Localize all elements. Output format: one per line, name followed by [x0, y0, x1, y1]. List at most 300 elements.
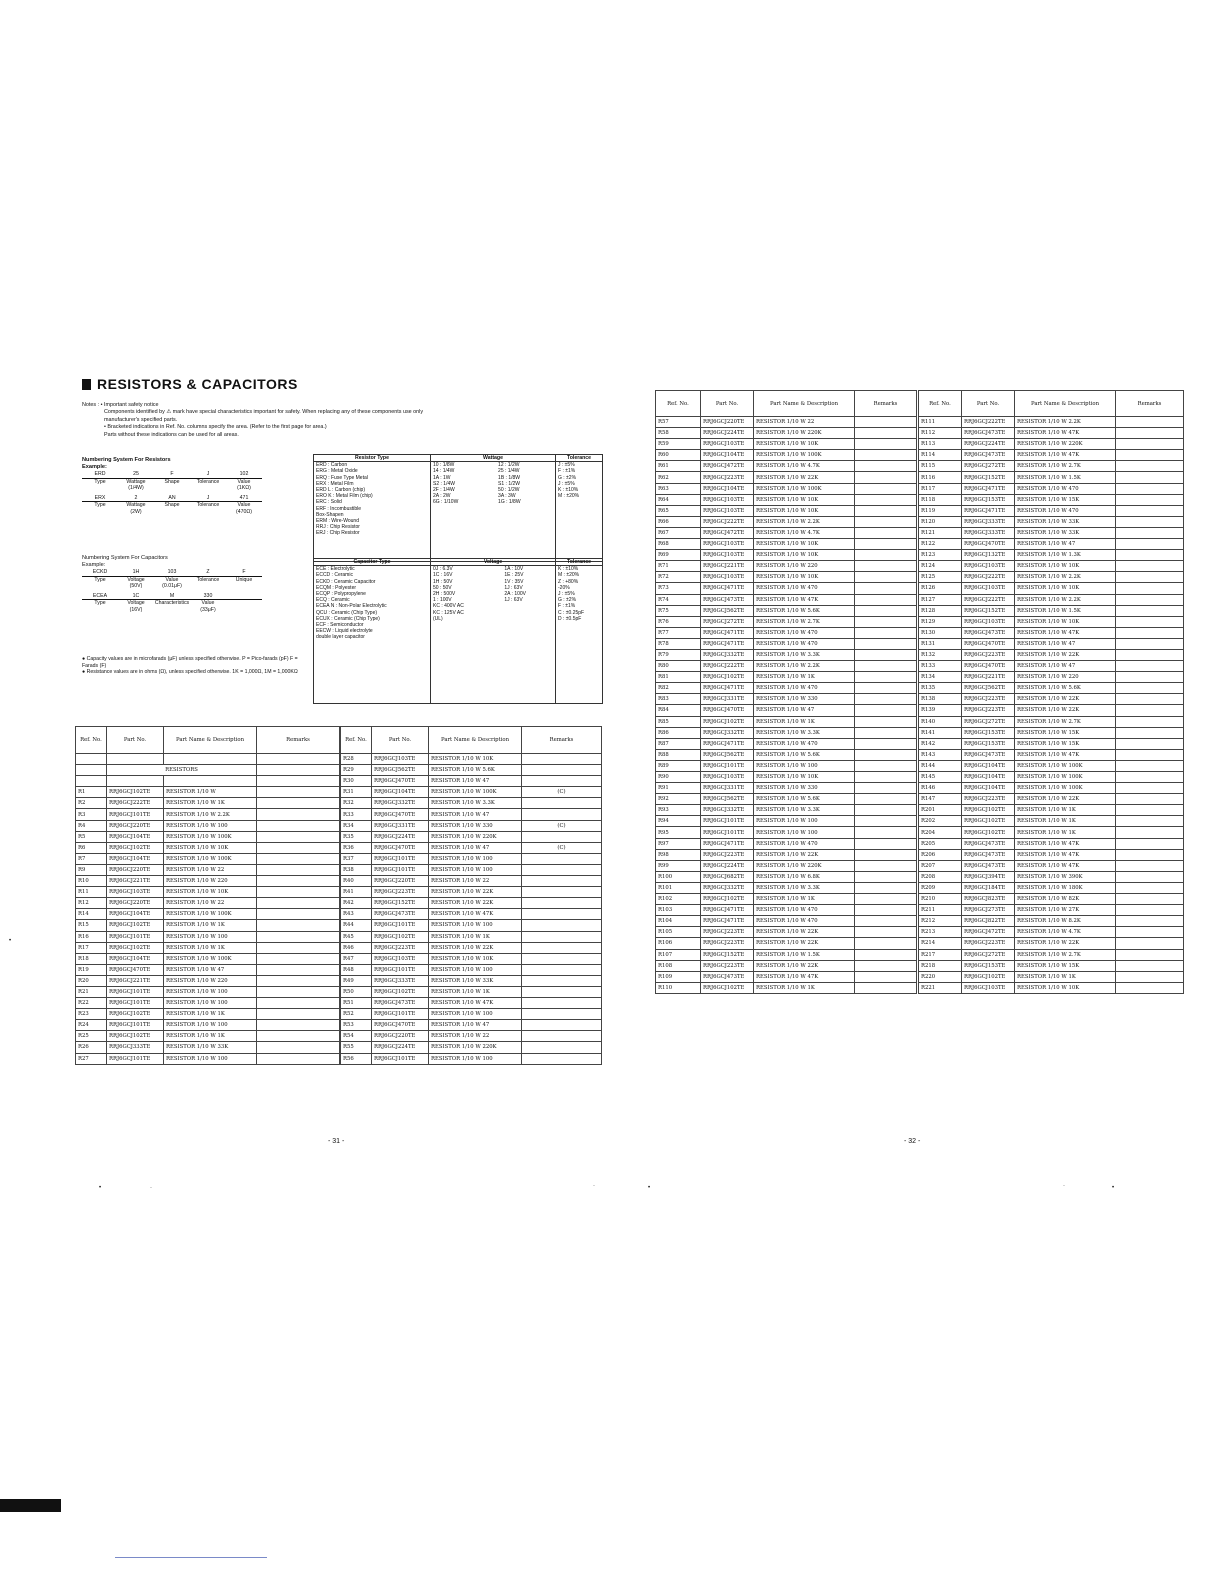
table-row	[656, 539, 917, 550]
description-cell: RESISTOR 1/10 W 1.3K	[1015, 550, 1116, 561]
remarks-cell	[1116, 550, 1184, 561]
description-cell: RESISTOR 1/10 W 2.2K	[1015, 417, 1116, 428]
ref-no-cell: R113	[919, 439, 962, 450]
ref-no-cell: R17	[76, 942, 107, 953]
part-no-cell: RRJ6GCJ222TE	[962, 594, 1015, 605]
table-row	[919, 472, 1184, 483]
part-no-cell: RRJ6GCJ132TE	[962, 550, 1015, 561]
example-code: M	[154, 593, 190, 601]
col-description: Part Name & Description	[429, 727, 522, 754]
ref-no-cell: R133	[919, 661, 962, 672]
table-row	[76, 820, 340, 831]
header-capacitor-type: Capacitor Type	[314, 559, 431, 566]
part-no-cell: RRJ6GCJ104TE	[107, 831, 164, 842]
part-no-cell: RRJ6GCJ473TE	[962, 838, 1015, 849]
remarks-cell	[257, 1009, 340, 1020]
col-ref-no: Ref. No.	[341, 727, 372, 754]
table-row	[341, 1020, 602, 1031]
description-cell: RESISTOR 1/10 W 10K	[754, 539, 855, 550]
part-no-cell: RRJ6GCJ470TE	[962, 539, 1015, 550]
table-row	[341, 876, 602, 887]
example-desc: Tolerance	[196, 502, 220, 508]
ref-no-cell: R90	[656, 772, 701, 783]
table-row	[656, 794, 917, 805]
part-no-cell: RRJ6GCJ103TE	[701, 439, 754, 450]
table-row	[919, 816, 1184, 827]
description-cell: RESISTOR 1/10 W 22K	[429, 942, 522, 953]
table-row	[656, 605, 917, 616]
table-row	[919, 982, 1184, 993]
table-row	[919, 949, 1184, 960]
ref-no-cell: R45	[341, 931, 372, 942]
example-desc: Value (0.01μF)	[162, 576, 182, 589]
description-cell: RESISTOR 1/10 W 10K	[1015, 561, 1116, 572]
ref-no-cell: R100	[656, 871, 701, 882]
description-cell: RESISTOR 1/10 W 22K	[754, 927, 855, 938]
ref-no-cell: R55	[341, 1042, 372, 1053]
description-cell: RESISTOR 1/10 W 3.3K	[754, 805, 855, 816]
description-cell: RESISTOR 1/10 W 47K	[754, 594, 855, 605]
part-no-cell: RRJ6GCJ223TE	[372, 887, 429, 898]
example-desc: Value (470Ω)	[236, 502, 252, 515]
part-no-cell: RRJ6GCJ223TE	[372, 942, 429, 953]
example-desc: Type	[94, 576, 106, 583]
remarks-cell	[522, 776, 602, 787]
table-row	[76, 887, 340, 898]
example-code: Z	[190, 569, 226, 577]
capacitor-example-2	[82, 593, 292, 614]
table-row	[656, 672, 917, 683]
part-no-cell: RRJ6GCJ471TE	[701, 583, 754, 594]
ref-no-cell: R78	[656, 638, 701, 649]
part-no-cell: RRJ6GCJ103TE	[962, 616, 1015, 627]
part-no-cell: RRJ6GCJ102TE	[962, 816, 1015, 827]
description-cell: RESISTOR 1/10 W 15K	[1015, 494, 1116, 505]
table-row	[341, 853, 602, 864]
table-row	[656, 483, 917, 494]
remarks-cell	[1116, 616, 1184, 627]
part-no-cell: RRJ6GCJ102TE	[107, 942, 164, 953]
scan-edge-bar	[0, 1499, 61, 1512]
ref-no-cell: R51	[341, 998, 372, 1009]
ref-no-cell: R37	[341, 853, 372, 864]
remarks-cell	[1116, 638, 1184, 649]
parts-table-2	[340, 726, 602, 1065]
remarks-cell	[522, 1031, 602, 1042]
description-cell: RESISTOR 1/10 W 1K	[429, 986, 522, 997]
part-no-cell: RRJ6GCJ103TE	[701, 505, 754, 516]
table-row	[656, 561, 917, 572]
table-row	[341, 898, 602, 909]
part-no-cell: RRJ6GCJ102TE	[701, 982, 754, 993]
ref-no-cell: R95	[656, 827, 701, 838]
part-no-cell: RRJ6GCJ221TE	[962, 672, 1015, 683]
remarks-cell	[257, 898, 340, 909]
ref-no-cell: R35	[341, 831, 372, 842]
example-desc: Value (1KΩ)	[237, 478, 251, 491]
remarks-cell	[522, 876, 602, 887]
ref-no-cell: R102	[656, 894, 701, 905]
part-no-cell: RRJ6GCJ153TE	[962, 727, 1015, 738]
part-no-cell: RRJ6GCJ104TE	[701, 483, 754, 494]
description-cell: RESISTOR 1/10 W 390K	[1015, 871, 1116, 882]
ref-no-cell: R112	[919, 428, 962, 439]
description-cell: RESISTOR 1/10 W 1K	[754, 716, 855, 727]
part-no-cell: RRJ6GCJ332TE	[701, 882, 754, 893]
description-cell: RESISTOR 1/10 W 22	[754, 417, 855, 428]
remarks-cell	[855, 827, 917, 838]
ref-no-cell: R94	[656, 816, 701, 827]
description-cell: RESISTOR 1/10 W 1K	[164, 1031, 257, 1042]
remarks-cell	[855, 439, 917, 450]
remarks-cell	[855, 760, 917, 771]
voltage-codes-b: 1A : 10V 1E : 25V 1V : 35V 1J : 63V 2A : 100V 1J : 63V	[502, 566, 555, 704]
remarks-cell	[257, 831, 340, 842]
ref-no-cell: R34	[341, 820, 372, 831]
description-cell: RESISTOR 1/10 W 220	[164, 975, 257, 986]
part-no-cell: RRJ6GCJ223TE	[962, 938, 1015, 949]
table-row	[919, 938, 1184, 949]
ref-no-cell: R26	[76, 1042, 107, 1053]
description-cell: RESISTOR 1/10 W 5.6K	[754, 794, 855, 805]
part-no-cell: RRJ6GCJ101TE	[107, 998, 164, 1009]
ref-no-cell: R2	[76, 798, 107, 809]
table-row	[656, 683, 917, 694]
table-row	[76, 964, 340, 975]
example-desc: Tolerance	[196, 576, 220, 583]
description-cell: RESISTOR 1/10 W 1.5K	[754, 949, 855, 960]
notes-line: manufacturer's specified parts.	[104, 416, 178, 423]
description-cell: RESISTOR 1/10 W 47	[1015, 661, 1116, 672]
value-notes	[82, 656, 312, 676]
ref-no-cell: R202	[919, 816, 962, 827]
table-row	[919, 683, 1184, 694]
example-code: 2	[118, 495, 154, 503]
table-row	[919, 838, 1184, 849]
table-row	[341, 765, 602, 776]
part-no-cell: RRJ6GCJ103TE	[701, 494, 754, 505]
ref-no-cell: R142	[919, 738, 962, 749]
part-no-cell: RRJ6GCJ223TE	[962, 705, 1015, 716]
remarks-cell	[1116, 894, 1184, 905]
part-no-cell: RRJ6GCJ473TE	[701, 594, 754, 605]
ref-no-cell: R18	[76, 953, 107, 964]
remarks-cell	[1116, 472, 1184, 483]
example-desc: Shape	[164, 502, 180, 508]
description-cell: RESISTOR 1/10 W 10K	[1015, 583, 1116, 594]
part-no-cell: RRJ6GCJ223TE	[701, 849, 754, 860]
part-no-cell: RRJ6GCJ104TE	[962, 760, 1015, 771]
description-cell: RESISTOR 1/10 W 22K	[754, 938, 855, 949]
part-no-cell: RRJ6GCJ222TE	[107, 798, 164, 809]
ref-no-cell: R74	[656, 594, 701, 605]
col-part-no: Part No.	[962, 391, 1015, 417]
part-no-cell: RRJ6GCJ220TE	[372, 876, 429, 887]
remarks-cell	[1116, 527, 1184, 538]
part-no-cell: RRJ6GCJ103TE	[372, 953, 429, 964]
table-row	[656, 938, 917, 949]
scan-dot-icon: ·	[150, 1185, 152, 1191]
part-no-cell: RRJ6GCJ153TE	[962, 738, 1015, 749]
table-row	[341, 842, 602, 853]
description-cell: RESISTOR 1/10 W 100K	[754, 450, 855, 461]
part-no-cell: RRJ6GCJ220TE	[107, 864, 164, 875]
part-no-cell: RRJ6GCJ222TE	[962, 572, 1015, 583]
remarks-cell	[1116, 683, 1184, 694]
remarks-cell	[522, 998, 602, 1009]
part-no-cell: RRJ6GCJ333TE	[962, 516, 1015, 527]
description-cell: RESISTOR 1/10 W 5.6K	[754, 605, 855, 616]
table-row	[919, 749, 1184, 760]
example-desc: Tolerance	[196, 478, 220, 485]
notes-label: Notes :	[82, 402, 100, 408]
remarks-cell	[257, 842, 340, 853]
ref-no-cell: R206	[919, 849, 962, 860]
part-no-cell: RRJ6GCJ102TE	[107, 787, 164, 798]
ref-no-cell: R221	[919, 982, 962, 993]
ref-no-cell: R81	[656, 672, 701, 683]
remarks-cell	[855, 527, 917, 538]
table-row	[341, 986, 602, 997]
ref-no-cell: R25	[76, 1031, 107, 1042]
table-row	[341, 787, 602, 798]
remarks-cell	[1116, 439, 1184, 450]
description-cell: RESISTOR 1/10 W 33K	[164, 1042, 257, 1053]
table-row	[656, 738, 917, 749]
table-row	[919, 705, 1184, 716]
part-no-cell: RRJ6GCJ103TE	[962, 561, 1015, 572]
table-row	[76, 931, 340, 942]
remarks-cell	[257, 798, 340, 809]
part-no-cell: RRJ6GCJ101TE	[372, 864, 429, 875]
ref-no-cell: R125	[919, 572, 962, 583]
description-cell: RESISTOR 1/10 W 33K	[1015, 516, 1116, 527]
ref-no-cell: R75	[656, 605, 701, 616]
remarks-cell	[522, 754, 602, 765]
ref-no-cell: R101	[656, 882, 701, 893]
remarks-cell	[855, 472, 917, 483]
remarks-cell	[855, 428, 917, 439]
header-voltage: Voltage	[431, 559, 556, 566]
part-no-cell: RRJ6GCJ152TE	[962, 472, 1015, 483]
ref-no-cell: R110	[656, 982, 701, 993]
ref-no-cell: R213	[919, 927, 962, 938]
part-no-cell: RRJ6GCJ101TE	[701, 760, 754, 771]
description-cell: RESISTOR 1/10 W 3.3K	[429, 798, 522, 809]
ref-no-cell: R217	[919, 949, 962, 960]
remarks-cell	[1116, 827, 1184, 838]
ref-no-cell: R84	[656, 705, 701, 716]
description-cell: RESISTOR 1/10 W 220K	[429, 831, 522, 842]
remarks-cell	[1116, 516, 1184, 527]
description-cell: RESISTOR 1/10 W 220K	[1015, 439, 1116, 450]
table-row	[656, 417, 917, 428]
ref-no-cell: R144	[919, 760, 962, 771]
table-row	[656, 760, 917, 771]
capacity-note: ● Capacity values are in microfarads (μF) unless specified otherwise. P = Pico-farads (pF) F = Farads (F)	[82, 656, 298, 669]
remarks-cell	[855, 971, 917, 982]
remarks-cell	[522, 809, 602, 820]
description-cell: RESISTOR 1/10 W 47K	[1015, 428, 1116, 439]
part-no-cell: RRJ6GCJ104TE	[372, 787, 429, 798]
ref-no-cell: R24	[76, 1020, 107, 1031]
description-cell: RESISTOR 1/10 W 15K	[1015, 738, 1116, 749]
ref-no-cell: R88	[656, 749, 701, 760]
description-cell: RESISTOR 1/10 W 1K	[164, 942, 257, 953]
table-row	[919, 605, 1184, 616]
part-no-cell: RRJ6GCJ331TE	[701, 783, 754, 794]
table-row	[919, 871, 1184, 882]
tolerance-codes: J : ±5% F : ±1% G : ±2% J : ±5% K : ±10% M : ±20%	[556, 462, 603, 562]
table-row	[341, 975, 602, 986]
description-cell: RESISTOR 1/10 W 15K	[1015, 727, 1116, 738]
ref-no-cell: R141	[919, 727, 962, 738]
remarks-cell	[257, 820, 340, 831]
table-row	[76, 920, 340, 931]
remarks-cell	[855, 638, 917, 649]
table-row	[919, 661, 1184, 672]
heading-square-icon	[82, 379, 91, 390]
table-row	[919, 738, 1184, 749]
table-row	[76, 809, 340, 820]
part-no-cell: RRJ6GCJ103TE	[701, 539, 754, 550]
part-no-cell: RRJ6GCJ473TE	[962, 428, 1015, 439]
ref-no-cell: R126	[919, 583, 962, 594]
description-cell: RESISTOR 1/10 W 47	[429, 1020, 522, 1031]
ref-no-cell: R89	[656, 760, 701, 771]
example-desc	[226, 600, 262, 613]
wattage-codes-b: 12 : 1/2W 25 : 1/4W 1B : 1/8W S1 : 1/2W 50 : 1/2W 3A : 3W 1G : 1/8W	[496, 462, 555, 562]
ref-no-cell: R145	[919, 772, 962, 783]
table-row	[341, 864, 602, 875]
resistor-type-table	[313, 454, 603, 562]
part-no-cell: RRJ6GCJ104TE	[962, 783, 1015, 794]
ref-no-cell: R131	[919, 638, 962, 649]
table-row	[919, 649, 1184, 660]
table-row	[919, 882, 1184, 893]
remarks-cell: (C)	[522, 787, 602, 798]
part-no-cell: RRJ6GCJ101TE	[701, 816, 754, 827]
header-tolerance: Tolerance	[556, 559, 603, 566]
ref-no-cell: R120	[919, 516, 962, 527]
table-row	[919, 905, 1184, 916]
ref-no-cell: R79	[656, 649, 701, 660]
description-cell: RESISTOR 1/10 W 15K	[1015, 960, 1116, 971]
capacitor-example-1	[82, 569, 292, 590]
example-code: 102	[226, 471, 262, 479]
description-cell: RESISTOR 1/10 W 1K	[754, 672, 855, 683]
table-row	[341, 953, 602, 964]
description-cell: RESISTOR 1/10 W 220	[754, 561, 855, 572]
description-cell: RESISTOR 1/10 W 2.2K	[1015, 572, 1116, 583]
description-cell: RESISTOR 1/10 W 3.3K	[754, 727, 855, 738]
description-cell: RESISTOR 1/10 W 2.2K	[164, 809, 257, 820]
part-no-cell: RRJ6GCJ473TE	[372, 998, 429, 1009]
table-row	[656, 816, 917, 827]
remarks-cell: (C)	[522, 820, 602, 831]
description-cell: RESISTOR 1/10 W 100	[429, 964, 522, 975]
resistors-section-label: RESISTORS	[107, 765, 257, 776]
part-no-cell: RRJ6GCJ470TE	[701, 705, 754, 716]
description-cell: RESISTOR 1/10 W 330	[754, 783, 855, 794]
description-cell: RESISTOR 1/10 W 22	[429, 876, 522, 887]
part-no-cell: RRJ6GCJ333TE	[962, 527, 1015, 538]
description-cell: RESISTOR 1/10 W 1K	[164, 920, 257, 931]
ref-no-cell: R205	[919, 838, 962, 849]
description-cell: RESISTOR 1/10 W 22K	[1015, 694, 1116, 705]
part-no-cell: RRJ6GCJ102TE	[372, 986, 429, 997]
remarks-cell	[1116, 794, 1184, 805]
remarks-cell	[522, 1053, 602, 1064]
table-row	[919, 494, 1184, 505]
part-no-cell: RRJ6GCJ101TE	[107, 986, 164, 997]
remarks-cell	[855, 805, 917, 816]
remarks-cell	[855, 694, 917, 705]
description-cell: RESISTOR 1/10 W 22K	[1015, 794, 1116, 805]
part-no-cell: RRJ6GCJ102TE	[962, 827, 1015, 838]
table-row	[919, 971, 1184, 982]
ref-no-cell: R134	[919, 672, 962, 683]
table-row	[76, 998, 340, 1009]
description-cell: RESISTOR 1/10 W 470	[754, 838, 855, 849]
table-row	[656, 849, 917, 860]
description-cell: RESISTOR 1/10 W 47K	[429, 909, 522, 920]
ref-no-cell: R40	[341, 876, 372, 887]
ref-no-cell: R71	[656, 561, 701, 572]
ref-no-cell: R64	[656, 494, 701, 505]
ref-no-cell: R50	[341, 986, 372, 997]
ref-no-cell: R5	[76, 831, 107, 842]
table-row	[656, 838, 917, 849]
ref-no-cell: R59	[656, 439, 701, 450]
remarks-cell	[522, 798, 602, 809]
ref-no-cell: R27	[76, 1053, 107, 1064]
description-cell: RESISTOR 1/10 W 4.7K	[754, 527, 855, 538]
ref-no-cell: R210	[919, 894, 962, 905]
part-no-cell: RRJ6GCJ332TE	[701, 727, 754, 738]
ref-no-cell: R48	[341, 964, 372, 975]
ref-no-cell: R67	[656, 527, 701, 538]
description-cell: RESISTOR 1/10 W 10K	[1015, 982, 1116, 993]
ref-no-cell: R22	[76, 998, 107, 1009]
example-label: Example:	[82, 562, 106, 568]
table-row	[919, 450, 1184, 461]
part-no-cell: RRJ6GCJ223TE	[701, 960, 754, 971]
remarks-cell	[1116, 627, 1184, 638]
table-row	[656, 661, 917, 672]
part-no-cell: RRJ6GCJ472TE	[701, 461, 754, 472]
ref-no-cell: R11	[76, 887, 107, 898]
description-cell: RESISTOR 1/10 W 47K	[1015, 860, 1116, 871]
ref-no-cell: R66	[656, 516, 701, 527]
col-remarks: Remarks	[257, 727, 340, 754]
part-no-cell: RRJ6GCJ101TE	[372, 964, 429, 975]
ref-no-cell: R108	[656, 960, 701, 971]
col-part-no: Part No.	[107, 727, 164, 754]
table-row	[919, 561, 1184, 572]
part-no-cell: RRJ6GCJ470TE	[372, 1020, 429, 1031]
scan-dot-icon: ·	[593, 1183, 595, 1189]
remarks-cell	[1116, 572, 1184, 583]
table-row	[919, 483, 1184, 494]
remarks-cell	[1116, 905, 1184, 916]
description-cell: RESISTOR 1/10 W 47K	[754, 971, 855, 982]
ref-no-cell: R92	[656, 794, 701, 805]
part-no-cell: RRJ6GCJ224TE	[962, 439, 1015, 450]
remarks-cell	[855, 860, 917, 871]
part-no-cell: RRJ6GCJ332TE	[701, 805, 754, 816]
example-code: AN	[154, 495, 190, 503]
